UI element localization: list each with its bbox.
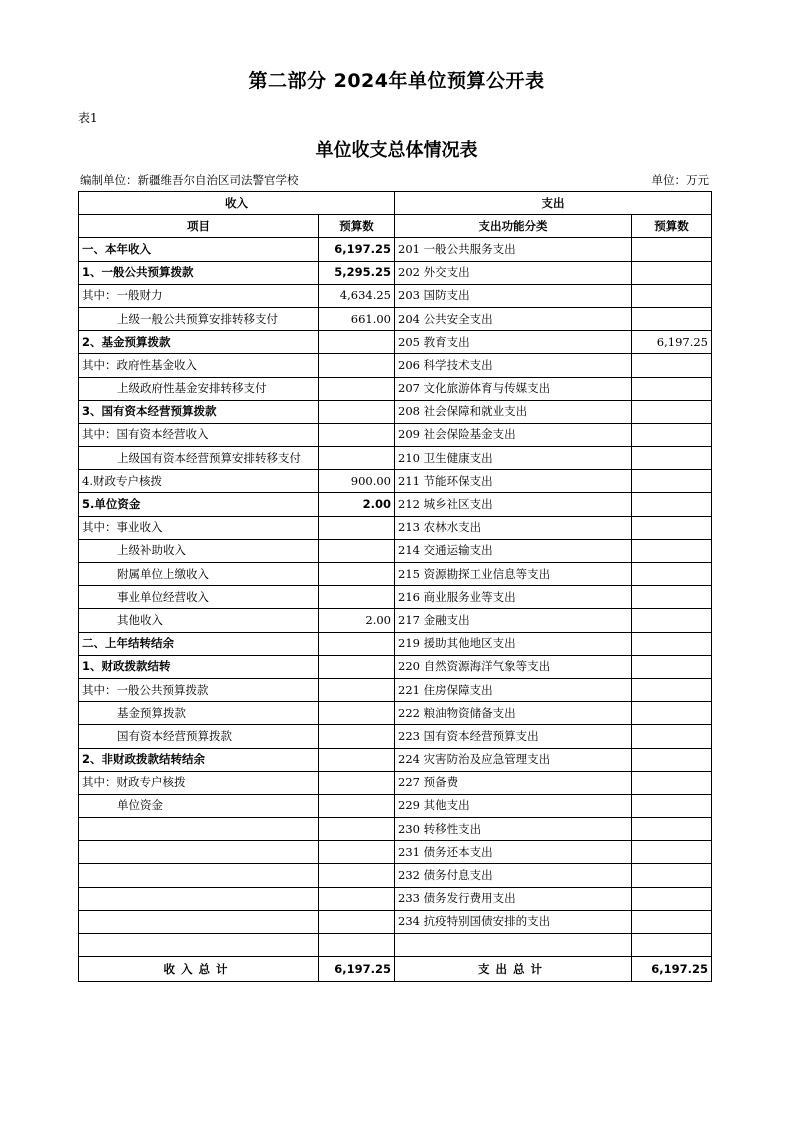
table-row bbox=[79, 238, 712, 261]
table-row bbox=[79, 864, 712, 887]
table-row bbox=[79, 539, 712, 562]
income-budget-cell bbox=[319, 563, 395, 586]
expense-budget-cell bbox=[632, 771, 712, 794]
income-item-cell: 其中：一般财力 bbox=[79, 284, 319, 307]
expense-budget-cell bbox=[632, 748, 712, 771]
expense-budget-cell bbox=[632, 841, 712, 864]
table-row bbox=[79, 516, 712, 539]
budget-column-header: 预算数 bbox=[319, 215, 395, 238]
income-budget-cell: 4,634.25 bbox=[319, 284, 395, 307]
expense-item-cell: 217 金融支出 bbox=[395, 609, 632, 632]
expense-budget-cell bbox=[632, 794, 712, 817]
income-budget-cell bbox=[319, 818, 395, 841]
income-item-cell: 国有资本经营预算拨款 bbox=[79, 725, 319, 748]
table-row bbox=[79, 910, 712, 933]
expense-item-cell: 211 节能环保支出 bbox=[395, 470, 632, 493]
income-item-cell: 二、上年结转结余 bbox=[79, 632, 319, 655]
table-row bbox=[79, 354, 712, 377]
expense-budget-cell bbox=[632, 609, 712, 632]
income-budget-cell bbox=[319, 423, 395, 446]
income-item-cell: 2、基金预算拨款 bbox=[79, 331, 319, 354]
item-column-header: 项目 bbox=[79, 215, 319, 238]
income-item-cell bbox=[79, 864, 319, 887]
expense-item-cell: 224 灾害防治及应急管理支出 bbox=[395, 748, 632, 771]
expense-item-cell: 222 粮油物资储备支出 bbox=[395, 702, 632, 725]
income-budget-cell bbox=[319, 864, 395, 887]
expense-item-cell: 230 转移性支出 bbox=[395, 818, 632, 841]
income-budget-cell bbox=[319, 655, 395, 678]
income-item-cell: 上级政府性基金安排转移支付 bbox=[79, 377, 319, 400]
table-row bbox=[79, 632, 712, 655]
table-row bbox=[79, 887, 712, 910]
expense-budget-cell bbox=[632, 400, 712, 423]
expense-item-cell: 206 科学技术支出 bbox=[395, 354, 632, 377]
expense-item-cell: 204 公共安全支出 bbox=[395, 307, 632, 330]
expense-item-cell: 214 交通运输支出 bbox=[395, 539, 632, 562]
income-item-cell: 1、一般公共预算拨款 bbox=[79, 261, 319, 284]
income-item-cell: 3、国有资本经营预算拨款 bbox=[79, 400, 319, 423]
table-row bbox=[79, 841, 712, 864]
income-item-cell: 其中：财政专户核拨 bbox=[79, 771, 319, 794]
income-budget-cell: 2.00 bbox=[319, 493, 395, 516]
expense-budget-cell bbox=[632, 702, 712, 725]
income-budget-cell bbox=[319, 586, 395, 609]
table-row bbox=[79, 284, 712, 307]
income-item-cell: 单位资金 bbox=[79, 794, 319, 817]
table-row bbox=[79, 307, 712, 330]
income-budget-cell bbox=[319, 516, 395, 539]
expense-item-cell: 207 文化旅游体育与传媒支出 bbox=[395, 377, 632, 400]
expense-budget-cell bbox=[632, 377, 712, 400]
expense-item-cell: 232 债务付息支出 bbox=[395, 864, 632, 887]
expense-item-cell: 202 外交支出 bbox=[395, 261, 632, 284]
income-item-cell bbox=[79, 910, 319, 933]
income-item-cell: 其他收入 bbox=[79, 609, 319, 632]
expense-budget-cell bbox=[632, 307, 712, 330]
income-budget-cell bbox=[319, 702, 395, 725]
income-budget-cell: 900.00 bbox=[319, 470, 395, 493]
income-budget-cell bbox=[319, 447, 395, 470]
income-budget-cell: 661.00 bbox=[319, 307, 395, 330]
income-budget-cell: 2.00 bbox=[319, 609, 395, 632]
part-title: 第二部分 2024年单位预算公开表 bbox=[248, 70, 545, 92]
income-item-cell: 其中：一般公共预算拨款 bbox=[79, 678, 319, 701]
income-item-cell: 其中：事业收入 bbox=[79, 516, 319, 539]
expense-item-cell: 213 农林水支出 bbox=[395, 516, 632, 539]
income-budget-cell bbox=[319, 331, 395, 354]
table-row bbox=[79, 493, 712, 516]
income-budget-cell bbox=[319, 794, 395, 817]
income-item-cell: 1、财政拨款结转 bbox=[79, 655, 319, 678]
table-row bbox=[79, 470, 712, 493]
income-item-cell: 其中：政府性基金收入 bbox=[79, 354, 319, 377]
income-budget-cell bbox=[319, 771, 395, 794]
budget-table bbox=[78, 191, 712, 982]
table-row bbox=[79, 794, 712, 817]
income-item-cell bbox=[79, 934, 319, 957]
income-item-cell: 上级一般公共预算安排转移支付 bbox=[79, 307, 319, 330]
income-budget-cell bbox=[319, 748, 395, 771]
expense-item-cell: 231 债务还本支出 bbox=[395, 841, 632, 864]
expense-budget-cell bbox=[632, 887, 712, 910]
income-total-value: 6,197.25 bbox=[319, 957, 395, 982]
table-row bbox=[79, 261, 712, 284]
expense-total-label: 支出总计 bbox=[395, 957, 632, 982]
table-row bbox=[79, 771, 712, 794]
table-row bbox=[79, 655, 712, 678]
expense-budget-cell bbox=[632, 539, 712, 562]
income-item-cell bbox=[79, 841, 319, 864]
expense-item-cell: 220 自然资源海洋气象等支出 bbox=[395, 655, 632, 678]
expense-item-cell: 210 卫生健康支出 bbox=[395, 447, 632, 470]
expense-budget-cell bbox=[632, 632, 712, 655]
income-group-header: 收入 bbox=[79, 192, 395, 215]
income-budget-cell bbox=[319, 678, 395, 701]
table-row bbox=[79, 447, 712, 470]
expense-item-cell: 209 社会保险基金支出 bbox=[395, 423, 632, 446]
expense-budget-cell bbox=[632, 470, 712, 493]
income-item-cell: 基金预算拨款 bbox=[79, 702, 319, 725]
expense-budget-cell bbox=[632, 261, 712, 284]
expense-budget-column-header: 预算数 bbox=[632, 215, 712, 238]
expense-item-cell bbox=[395, 934, 632, 957]
income-budget-cell bbox=[319, 377, 395, 400]
expense-item-cell: 229 其他支出 bbox=[395, 794, 632, 817]
income-budget-cell bbox=[319, 841, 395, 864]
table-row bbox=[79, 586, 712, 609]
income-budget-cell bbox=[319, 887, 395, 910]
expense-budget-cell bbox=[632, 818, 712, 841]
income-budget-cell bbox=[319, 539, 395, 562]
income-item-cell: 附属单位上缴收入 bbox=[79, 563, 319, 586]
total-row bbox=[79, 957, 712, 982]
income-total-label: 收入总计 bbox=[79, 957, 319, 982]
income-item-cell: 上级补助收入 bbox=[79, 539, 319, 562]
column-header-row bbox=[79, 215, 712, 238]
expense-budget-cell bbox=[632, 284, 712, 307]
expense-item-cell: 205 教育支出 bbox=[395, 331, 632, 354]
expense-budget-cell bbox=[632, 493, 712, 516]
income-budget-cell bbox=[319, 910, 395, 933]
expense-budget-cell bbox=[632, 934, 712, 957]
table-row bbox=[79, 609, 712, 632]
expense-budget-cell bbox=[632, 586, 712, 609]
expense-budget-cell bbox=[632, 678, 712, 701]
income-budget-cell bbox=[319, 934, 395, 957]
income-item-cell: 4.财政专户核拨 bbox=[79, 470, 319, 493]
income-item-cell: 2、非财政拨款结转结余 bbox=[79, 748, 319, 771]
expense-item-cell: 215 资源勘探工业信息等支出 bbox=[395, 563, 632, 586]
income-budget-cell: 6,197.25 bbox=[319, 238, 395, 261]
expense-item-cell: 233 债务发行费用支出 bbox=[395, 887, 632, 910]
compiling-unit: 编制单位：新疆维吾尔自治区司法警官学校 bbox=[80, 173, 299, 187]
expense-item-cell: 221 住房保障支出 bbox=[395, 678, 632, 701]
expense-budget-cell bbox=[632, 725, 712, 748]
table-row bbox=[79, 563, 712, 586]
expense-budget-cell bbox=[632, 354, 712, 377]
expense-budget-cell bbox=[632, 910, 712, 933]
income-item-cell: 其中：国有资本经营收入 bbox=[79, 423, 319, 446]
expense-item-cell: 223 国有资本经营预算支出 bbox=[395, 725, 632, 748]
expense-item-cell: 227 预备费 bbox=[395, 771, 632, 794]
table-row bbox=[79, 934, 712, 957]
expense-total-value: 6,197.25 bbox=[632, 957, 712, 982]
income-item-cell bbox=[79, 887, 319, 910]
expense-budget-cell bbox=[632, 655, 712, 678]
expense-item-cell: 219 援助其他地区支出 bbox=[395, 632, 632, 655]
income-item-cell: 上级国有资本经营预算安排转移支付 bbox=[79, 447, 319, 470]
income-budget-cell bbox=[319, 725, 395, 748]
expense-item-cell: 208 社会保障和就业支出 bbox=[395, 400, 632, 423]
table-title: 单位收支总体情况表 bbox=[315, 140, 478, 161]
income-item-cell: 一、本年收入 bbox=[79, 238, 319, 261]
expense-budget-cell bbox=[632, 238, 712, 261]
table-row bbox=[79, 725, 712, 748]
table-row bbox=[79, 423, 712, 446]
income-budget-cell: 5,295.25 bbox=[319, 261, 395, 284]
expense-item-cell: 201 一般公共服务支出 bbox=[395, 238, 632, 261]
group-header-row bbox=[79, 192, 712, 215]
table-number: 表1 bbox=[78, 111, 98, 125]
table-row bbox=[79, 748, 712, 771]
table-row bbox=[79, 331, 712, 354]
currency-unit: 单位：万元 bbox=[651, 173, 709, 187]
expense-budget-cell bbox=[632, 563, 712, 586]
expense-budget-cell: 6,197.25 bbox=[632, 331, 712, 354]
expense-group-header: 支出 bbox=[395, 192, 712, 215]
table-row bbox=[79, 702, 712, 725]
table-row bbox=[79, 818, 712, 841]
expense-item-cell: 203 国防支出 bbox=[395, 284, 632, 307]
expense-budget-cell bbox=[632, 864, 712, 887]
income-budget-cell bbox=[319, 632, 395, 655]
table-row bbox=[79, 678, 712, 701]
expense-item-cell: 212 城乡社区支出 bbox=[395, 493, 632, 516]
table-row bbox=[79, 377, 712, 400]
expense-budget-cell bbox=[632, 423, 712, 446]
table-row bbox=[79, 400, 712, 423]
income-item-cell: 事业单位经营收入 bbox=[79, 586, 319, 609]
income-item-cell: 5.单位资金 bbox=[79, 493, 319, 516]
income-budget-cell bbox=[319, 354, 395, 377]
expense-item-cell: 234 抗疫特别国债安排的支出 bbox=[395, 910, 632, 933]
expense-budget-cell bbox=[632, 447, 712, 470]
income-item-cell bbox=[79, 818, 319, 841]
expense-budget-cell bbox=[632, 516, 712, 539]
income-budget-cell bbox=[319, 400, 395, 423]
expense-item-cell: 216 商业服务业等支出 bbox=[395, 586, 632, 609]
expense-class-column-header: 支出功能分类 bbox=[395, 215, 632, 238]
